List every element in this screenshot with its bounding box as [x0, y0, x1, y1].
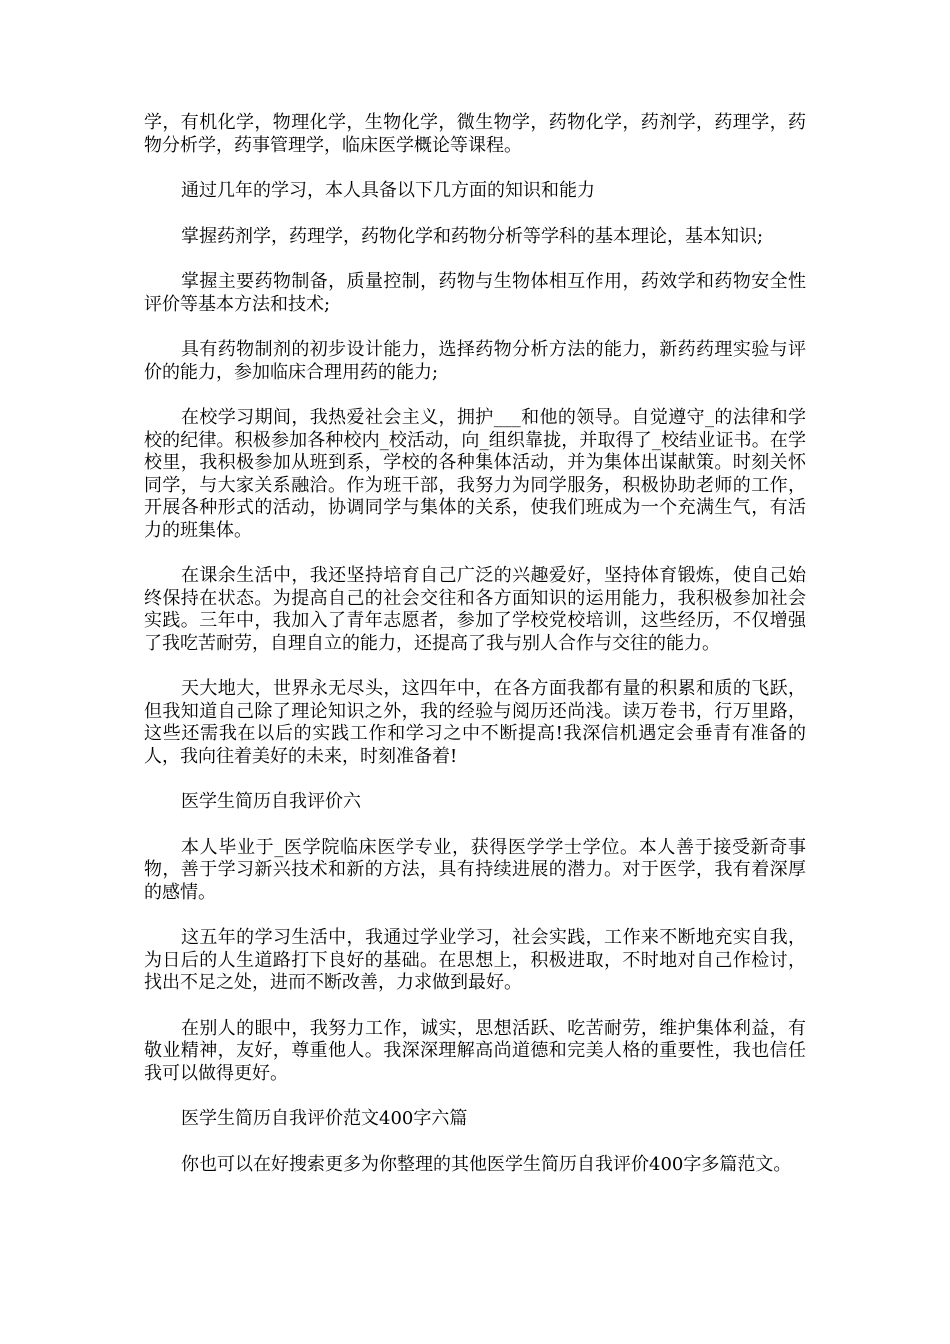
paragraph-design-ability: 具有药物制剂的初步设计能力，选择药物分析方法的能力，新药药理实验与评价的能力，参加临床合理用药的能力;	[144, 339, 806, 383]
paragraph-course-list: 学，有机化学，物理化学，生物化学，微生物学，药物化学，药剂学，药理学，药物分析学，药事管理学，临床医学概论等课程。	[144, 112, 806, 156]
paragraph-five-years: 这五年的学习生活中，我通过学业学习，社会实践，工作来不断地充实自我，为日后的人生道路打下良好的基础。在思想上，积极进取，不时地对自己作检讨，找出不足之处，进而不断改善，力求做到最好。	[144, 927, 806, 993]
section-heading-six: 医学生简历自我评价六	[181, 791, 361, 812]
paragraph-school-life: 在校学习期间，我热爱社会主义，拥护___和他的领导。自觉遵守_的法律和学校的纪律。积极参加各种校内_校活动，向_组织靠拢，并取得了_校结业证书。在学校里，我积极参加从班到系，学校的各种集体活动，并为集体出谋献策。时刻关怀同学，与大家关系融洽。作为班干部，我努力为同学服务，积极协助老师的工作，开展各种形式的活动，协调同学与集体的关系，使我们班成为一个充满生气，有活力的班集体。	[144, 407, 806, 541]
document-body	[144, 112, 806, 1199]
paragraph-methods: 掌握主要药物制备，质量控制，药物与生物体相互作用，药效学和药物安全性评价等基本方法和技术;	[144, 271, 806, 315]
paragraph-character: 在别人的眼中，我努力工作，诚实，思想活跃、吃苦耐劳，维护集体利益，有敬业精神，友好，尊重他人。我深深理解高尚道德和完美人格的重要性，我也信任我可以做得更好。	[144, 1017, 806, 1084]
paragraph-theory: 掌握药剂学，药理学，药物化学和药物分析等学科的基本理论，基本知识;	[181, 225, 764, 247]
paragraph-abilities-intro: 通过几年的学习，本人具备以下几方面的知识和能力	[181, 180, 595, 201]
paragraph-graduation: 本人毕业于_医学院临床医学专业，获得医学学士学位。本人善于接受新奇事物，善于学习新兴技术和新的方法，具有持续进展的潜力。对于医学，我有着深厚的感情。	[144, 836, 806, 903]
paragraph-extracurricular: 在课余生活中，我还坚持培育自己广泛的兴趣爱好，坚持体育锻炼，使自己始终保持在状态。为提高自己的社会交往和各方面知识的运用能力，我积极参加社会实践。三年中，我加入了青年志愿者，参加了学校党校培训，这些经历，不仅增强了我吃苦耐劳，自理自立的能力，还提高了我与别人合作与交往的能力。	[144, 565, 806, 654]
paragraph-outlook: 天大地大，世界永无尽头，这四年中，在各方面我都有量的积累和质的飞跃，但我知道自己除了理论知识之外，我的经验与阅历还尚浅。读万卷书，行万里路，这些还需我在以后的实践工作和学习之中不断提高!我深信机遇定会垂青有准备的人，我向往着美好的未来，时刻准备着!	[144, 678, 806, 767]
paragraph-closing: 你也可以在好搜索更多为你整理的其他医学生简历自我评价400字多篇范文。	[181, 1153, 792, 1175]
section-heading-examples: 医学生简历自我评价范文400字六篇	[181, 1108, 468, 1129]
